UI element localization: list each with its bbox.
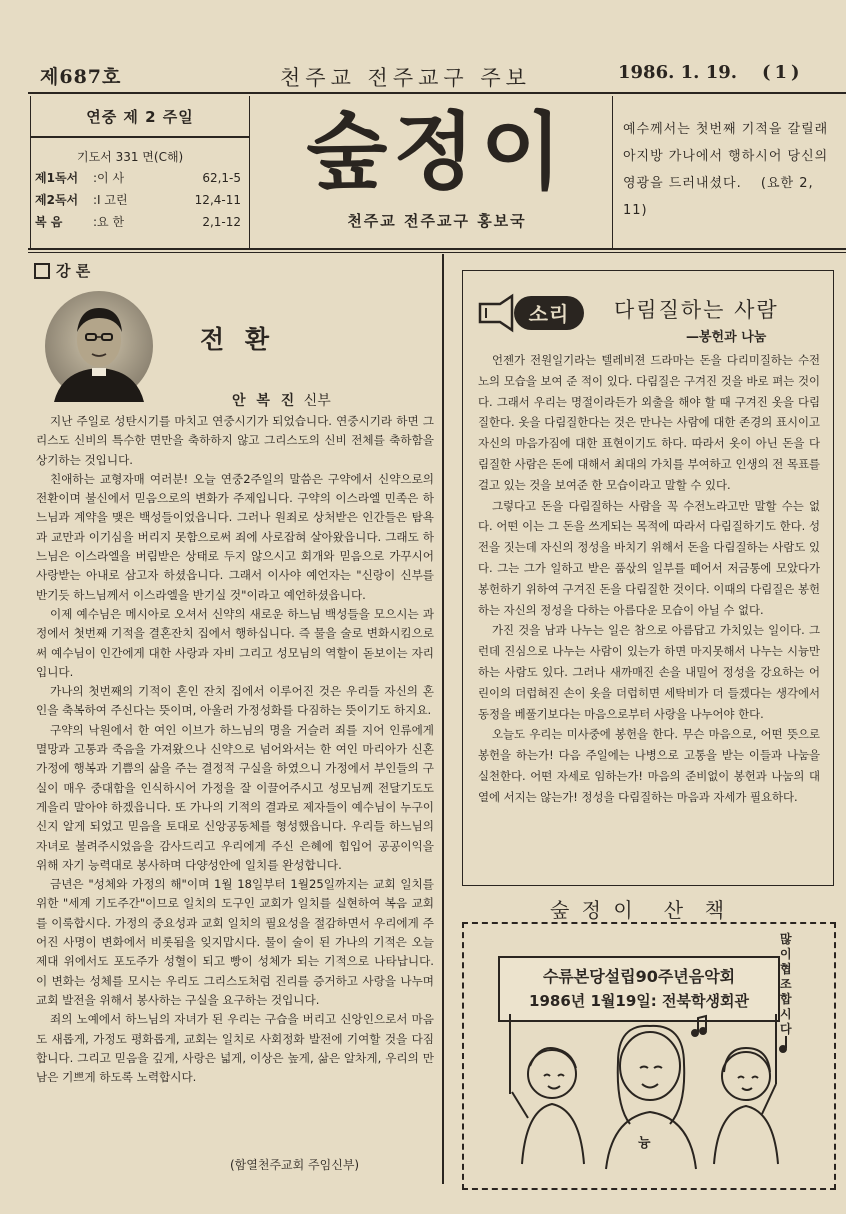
reading-book: :I 고린 <box>93 193 128 207</box>
sermon-paragraph: 죄의 노예에서 하느님의 자녀가 된 우리는 구습을 버리고 신앙인으로서 마음도 새롭게, 가정도 평화롭게, 교회는 일치로 사회정화 발전에 기여할 것을 다짐합니다. 그리고 믿음을 깊게, 사랑은 넓게, 이상은 높게, 삶은 알차게, 우리의 만남은 기쁘게 하도록 노력합시다. <box>36 1012 434 1085</box>
author-name: 안 복 진 <box>232 393 298 409</box>
liturgy-week: 연중 제 2 주일 <box>86 108 194 126</box>
stroll-title: 숲 정 이 산 책 <box>550 898 728 922</box>
sori-paragraph: 그렇다고 돈을 다림질하는 사람을 꼭 수전노라고만 말할 수는 없다. 어떤 이는 그 돈을 쓰게되는 목적에 따라서 다림질하기도 한다. 성전을 짓는데 자신의 정성을 바치기 위해서 돈을 다림질하는 사람도 있다. 그는 그가 일하고 받은 품삯의 일부를 떼어서 저금통에 모았다가 봉헌하기 위하여 구겨진 돈을 다림질한 것이다. 이때의 다림질은 봉헌하는 자신의 정성을 다하는 아름다운 모습이 아닐 수 없다. <box>478 498 820 617</box>
sermon-body <box>36 412 434 1152</box>
reading-book: :요 한 <box>93 215 125 229</box>
masthead-title: 숲정이 <box>306 103 568 201</box>
section-label-text: 강 론 <box>56 262 91 280</box>
gospel-quote-text <box>623 116 837 224</box>
masthead-rule-bottom <box>28 252 846 253</box>
author-portrait <box>44 290 154 402</box>
publisher-line: 천주교 전주교구 주보 <box>280 66 531 90</box>
cartoon-figures <box>500 1014 800 1174</box>
reading-2 <box>35 189 241 211</box>
sermon-paragraph: 금년은 "성체와 가정의 해"이며 1월 18일부터 1월25일까지는 교회 일치를 위한 "세계 기도주간"이므로 일치의 도구인 교회가 일치를 실현하여 복음 교회를 이룩합시다. 가정의 중요성과 교회 일치의 필요성을 절감하면서 우리에게 주어진 사명이 변화에서 비롯됨을 잊지맙시다. 물이 술이 된 가나의 기적은 오늘 제대 위에서도 포도주가 성혈이 되고 빵이 성체가 되는 기적으로 나타납니다. 이 변화는 성체를 모시는 우리도 그리스도처럼 진리를 증거하고 사랑을 나누며 교회 발전을 위해서 봉사하는 구실을 요구하는 것입니다. <box>36 877 434 1007</box>
sori-title: 다림질하는 사람 <box>614 298 779 322</box>
gospel-quote-body: 예수께서는 첫번째 기적을 갈릴래아지방 가나에서 행하시어 당신의 영광을 드러내셨다. <box>623 122 829 191</box>
gospel-quote-source: (요한 2, 11) <box>623 176 814 218</box>
sermon-section-label <box>34 260 90 281</box>
column-divider <box>442 254 444 1184</box>
sermon-paragraph: 가나의 첫번째의 기적이 혼인 잔치 집에서 이루어진 것은 우리들 자신의 혼인을 축복하여 주신다는 뜻이며, 아울러 가정성화를 다짐하는 뜻이기도 하지요. <box>36 684 434 718</box>
reading-label: 제1독서 <box>35 171 79 185</box>
sori-paragraph: 언젠가 전원일기라는 텔레비젼 드라마는 돈을 다리미질하는 수전노의 모습을 보여 준 적이 있다. 다림질은 구겨진 것을 바로 펴는 것이다. 그래서 우리는 명절이라든가 외출을 해야 할 때 구겨진 옷을 다림질한다. 옷을 다림질한다는 것은 만나는 사람에 대한 존경의 표시이고 자신의 마음가짐에 대한 표현이기도 하다. 따라서 옷이 아닌 돈을 다림질한 사람은 돈에 대해서 최대의 가치를 부여하고 인생의 전 목표를 걸고 있는 것을 보여준 한 모습이라고 말할 수 있다. <box>478 353 820 492</box>
sermon-paragraph: 구약의 낙원에서 한 여인 이브가 하느님의 명을 거슬러 죄를 지어 인류에게 멸망과 고통과 죽음을 가져왔으나 신약으로 넘어와서는 한 여인 마리아가 신혼 가정에 행복과 기쁨의 삶을 주는 결정적 구실을 하였으니 가정에서 부인들의 구실이 매우 중대함을 인식하시어 가정을 잘 이끌어주시고 성모님께 전달기도도 게을리 말아야 하겠읍니다. 또 가나의 기적의 결과로 제자들이 예수님이 누구이신지 알게 되었고 믿음을 토대로 신앙공동체를 형성했읍니다. 우리들 하느님의 자녀로 불려주시었음을 감사드리고 우리에게 주신 은혜에 힘입어 공공이익을 위해 자기 능력대로 봉사하며 다양성안에 일치를 완성합니다. <box>36 722 434 872</box>
reading-ref: 12,4-11 <box>194 193 241 207</box>
readings-list <box>35 167 241 233</box>
banner-line-2: 1986년 1월19일: 전북학생회관 <box>529 992 749 1010</box>
square-bullet-icon <box>34 263 50 279</box>
header-rule <box>28 92 846 94</box>
reading-ref: 2,1-12 <box>202 215 241 229</box>
sermon-paragraph: 이제 예수님은 메시아로 오셔서 신약의 새로운 하느님 백성들을 모으시는 과정에서 첫번째 기적을 결혼잔치 집에서 행하십니다. 즉 물을 술로 변화시킴으로써 예수님이 인간에게 대한 사랑과 자비 그리고 성모님의 역할이 돋보이는 자리입니다. <box>36 606 434 679</box>
sori-body <box>478 350 820 876</box>
reading-3 <box>35 211 241 233</box>
sori-paragraph: 가진 것을 남과 나누는 일은 참으로 아름답고 가치있는 일이다. 그런데 진심으로 나누는 사람이 있는가 하면 마지못해서 나누는 시늉만 하는 사람도 있다. 그러나 새까매진 손을 내밀어 정성을 강요하는 어린이의 더럽혀진 손이 옷을 더럽히면 세탁비가 더 들겠다는 생각에서 동정을 베풀기보다는 마음으로부터 사랑을 나누어야 한다. <box>478 623 820 721</box>
sermon-author <box>232 390 331 410</box>
concert-banner <box>498 956 780 1022</box>
masthead-subtitle: 천주교 전주교구 홍보국 <box>347 212 527 230</box>
liturgy-divider <box>31 136 249 138</box>
issue-number: 제687호 <box>40 66 122 88</box>
prayer-book-ref: 기도서 331 면(C해) <box>77 150 184 164</box>
masthead-rule-top <box>28 248 846 250</box>
shirt-text: 늉 <box>638 1136 651 1151</box>
reading-book: :이 사 <box>93 171 125 185</box>
reading-label: 복 음 <box>35 215 63 229</box>
sermon-title: 전 환 <box>200 325 276 354</box>
sermon-paragraph: 친애하는 교형자매 여러분! 오늘 연중2주일의 말씀은 구약에서 신약으로의 전환이며 불신에서 믿음으로의 변화가 주제입니다. 구약의 이스라엘 민족은 하느님과 계약을 맺은 백성들이었읍니다. 그러나 원죄로 상처받은 인간들은 탐욕과 교만과 이기심을 버리지 못함으로써 죄에 사로잡혀 살아왔읍니다. 그래도 하느님은 이스라엘을 버림받은 상태로 두지 않으시고 회개와 믿음으로 가꾸시어 사랑받는 아내로 삼고자 하셨읍니다. 그래서 이사야 예언자는 "신랑이 신부를 반기듯 하느님께서 이스라엘을 반기실 것"이라고 예언하셨읍니다. <box>36 471 434 602</box>
reading-1 <box>35 167 241 189</box>
reading-ref: 62,1-5 <box>202 171 241 185</box>
stroll-side-text: 많이 협조합시다 <box>780 932 792 1036</box>
sori-subtitle: —봉헌과 나눔 <box>686 330 767 345</box>
sermon-signature: (함열천주교회 주임신부) <box>230 1158 360 1172</box>
sori-badge: 소리 <box>528 302 570 326</box>
megaphone-icon <box>478 290 588 336</box>
sori-paragraph: 오늘도 우리는 미사중에 봉헌을 한다. 무슨 마음으로, 어떤 뜻으로 봉헌을 하는가! 다음 주일에는 나병으로 고통을 받는 이들과 나눔을 실천한다. 어떤 자세로 임하는가! 마음의 준비없이 봉헌과 나눔의 대열에 서지는 않는가! 정성을 다림질하는 마음과 자세가 필요하다. <box>478 727 820 804</box>
reading-label: 제2독서 <box>35 193 79 207</box>
liturgy-box <box>30 96 250 249</box>
gospel-quote-box <box>612 96 845 249</box>
page-number: (1) <box>762 62 804 83</box>
author-role: 신부 <box>303 393 331 409</box>
banner-line-1: 수류본당설립90주년음악회 <box>542 967 736 986</box>
issue-date: 1986. 1. 19. <box>618 62 738 83</box>
sermon-paragraph: 지난 주일로 성탄시기를 마치고 연중시기가 되었습니다. 연중시기라 하면 그리스도 신비의 특수한 면만을 축하하지 않고 그리스도의 신비 전체를 축하함을 상기하는 것입니다. <box>36 414 434 467</box>
